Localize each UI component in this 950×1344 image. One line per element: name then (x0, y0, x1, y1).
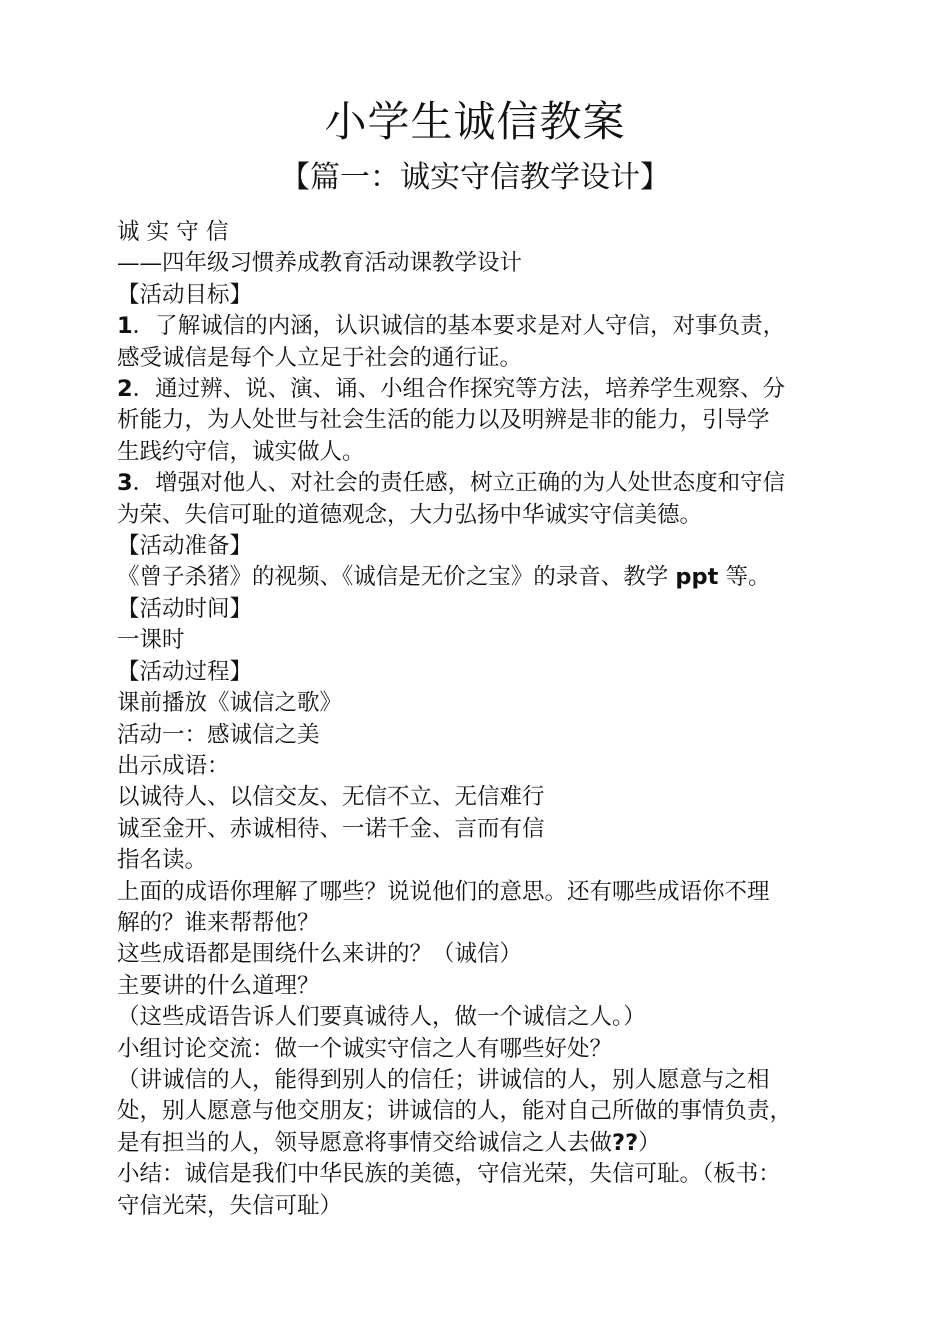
goal-2 (117, 374, 857, 405)
process-line-13-a: 是有担当的人，领导愿意将事情交给诚信之人去做 (117, 1129, 613, 1156)
section-heading-time: 【活动时间】 (117, 595, 253, 622)
process-line-10: 小组讨论交流：做一个诚实守信之人有哪些好处？ (117, 1035, 613, 1062)
process-line-6: 解的？谁来帮帮他？ (117, 909, 320, 936)
process-line-5: 上面的成语你理解了哪些？说说他们的意思。还有哪些成语你不理 (117, 878, 770, 905)
process-line-9: （这些成语告诉人们要真诚待人，做一个诚信之人。） (117, 1004, 646, 1031)
process-line-11: （讲诚信的人，能得到别人的信任；讲诚信的人，别人愿意与之相 (117, 1066, 770, 1093)
process-line-4: 指名读。 (117, 847, 208, 874)
summary-line-2: 守信光荣，失信可耻） (117, 1192, 343, 1219)
process-line-7: 这些成语都是围绕什么来讲的？（诚信） (117, 941, 523, 968)
process-line-3: 出示成语： (117, 752, 230, 779)
process-line-13-marks: ?? (612, 1129, 639, 1156)
time-text: 一课时 (117, 627, 185, 654)
goal-3-text: ．增强对他人、对社会的责任感，树立正确的为人处世态度和守信 (132, 470, 786, 497)
document-subtitle: 【篇一：诚实守信教学设计】 (280, 160, 670, 195)
goal-1-cont: 感受诚信是每个人立足于社会的通行证。 (117, 344, 523, 371)
process-line-1: 课前播放《诚信之歌》 (117, 690, 343, 717)
process-line-2: 活动一：感诚信之美 (117, 721, 320, 748)
preparation-text (117, 562, 857, 593)
goal-2-cont-1: 析能力，为人处世与社会生活的能力以及明辨是非的能力，引导学 (117, 407, 770, 434)
topic-line: 诚 实 守 信 (117, 219, 229, 245)
section-heading-preparation: 【活动准备】 (117, 533, 253, 560)
idioms-line-1: 以诚待人、以信交友、无信不立、无信难行 (117, 784, 545, 811)
document-body (117, 217, 857, 1222)
process-line-13-c: ） (638, 1129, 661, 1156)
goal-1 (117, 311, 857, 342)
goal-2-cont-2: 生践约守信，诚实做人。 (117, 438, 365, 465)
process-line-8: 主要讲的什么道理？ (117, 972, 320, 999)
section-heading-process: 【活动过程】 (117, 658, 253, 685)
goal-1-number: 1 (117, 313, 133, 340)
summary-line-1: 小结：诚信是我们中华民族的美德，守信光荣，失信可耻。（板书： (117, 1161, 781, 1188)
idioms-line-2: 诚至金开、赤诚相待、一诺千金、言而有信 (117, 815, 545, 842)
section-heading-goals: 【活动目标】 (117, 281, 253, 308)
preparation-ppt: ppt (675, 564, 719, 591)
process-line-13 (117, 1128, 857, 1159)
goal-2-text: ．通过辨、说、演、诵、小组合作探究等方法，培养学生观察、分 (132, 376, 786, 403)
goal-1-text: ．了解诚信的内涵，认识诚信的基本要求是对人守信，对事负责， (132, 313, 786, 340)
goal-3-number: 3 (117, 470, 133, 497)
goal-3-cont: 为荣、失信可耻的道德观念，大力弘扬中华诚实守信美德。 (117, 501, 703, 528)
subtopic-line: ——四年级习惯养成教育活动课教学设计 (117, 250, 523, 277)
preparation-text-c: 等。 (718, 564, 771, 591)
process-line-12: 处，别人愿意与他交朋友；讲诚信的人，能对自己所做的事情负责， (117, 1098, 793, 1125)
document-title: 小学生诚信教案 (324, 97, 626, 146)
preparation-text-a: 《曾子杀猪》的视频、《诚信是无价之宝》的录音、教学 (117, 564, 676, 591)
goal-2-number: 2 (117, 376, 133, 403)
goal-3 (117, 468, 857, 499)
